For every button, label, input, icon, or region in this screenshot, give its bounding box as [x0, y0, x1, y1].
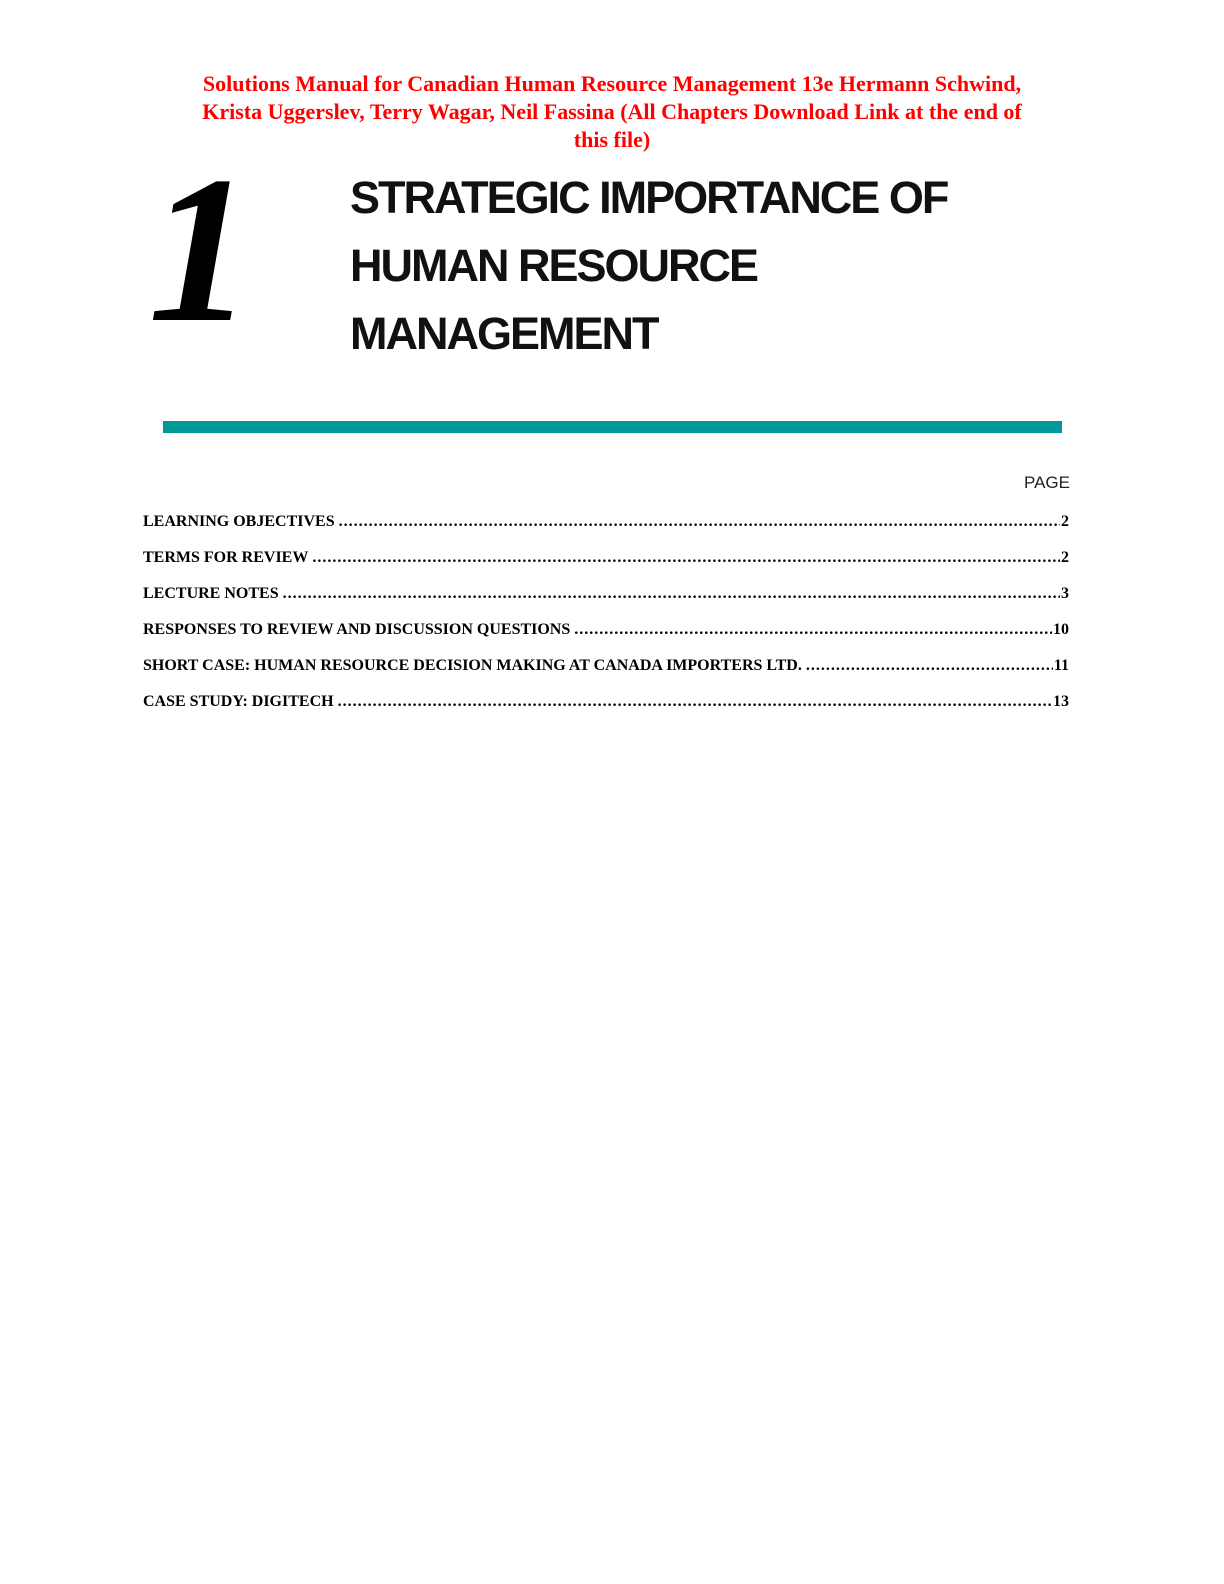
toc-entry-lecture-notes[interactable] — [143, 582, 1069, 618]
toc-dot-leader — [338, 690, 1052, 714]
chapter-title-line-3: MANAGEMENT — [350, 308, 658, 359]
toc-entry-case-study[interactable] — [143, 690, 1069, 726]
download-notice-line-1: Solutions Manual for Canadian Human Resource Management 13e Hermann Schwind, — [202, 71, 1022, 96]
toc-entry-page: 2 — [1061, 513, 1069, 530]
toc-entry-page: 11 — [1053, 657, 1069, 674]
section-divider — [163, 421, 1062, 433]
download-notice-line-3: this file) — [573, 127, 651, 152]
chapter-title-line-1: STRATEGIC IMPORTANCE OF — [350, 172, 948, 223]
toc-dot-leader — [283, 582, 1060, 606]
table-of-contents — [143, 510, 1069, 726]
chapter-number: 1 — [148, 134, 253, 366]
download-notice — [150, 70, 1074, 154]
toc-entry-label: TERMS FOR REVIEW — [143, 549, 309, 566]
toc-entry-learning-objectives[interactable] — [143, 510, 1069, 546]
chapter-title-line-2: HUMAN RESOURCE — [350, 240, 758, 291]
toc-entry-page: 10 — [1053, 621, 1069, 638]
toc-dot-leader — [806, 654, 1053, 678]
toc-dot-leader — [312, 546, 1060, 570]
chapter-title — [350, 164, 990, 368]
toc-entry-page: 13 — [1053, 693, 1069, 710]
toc-entry-label: LECTURE NOTES — [143, 585, 279, 602]
toc-dot-leader — [339, 510, 1060, 534]
toc-entry-label: RESPONSES TO REVIEW AND DISCUSSION QUESTIONS — [143, 621, 571, 638]
toc-entry-label: LEARNING OBJECTIVES — [143, 513, 335, 530]
toc-page-heading: PAGE — [1024, 473, 1070, 492]
toc-entry-terms-for-review[interactable] — [143, 546, 1069, 582]
toc-entry-page: 3 — [1061, 585, 1069, 602]
toc-entry-responses[interactable] — [143, 618, 1069, 654]
toc-entry-label: SHORT CASE: HUMAN RESOURCE DECISION MAKING AT CANADA IMPORTERS LTD. — [143, 657, 802, 674]
toc-entry-label: CASE STUDY: DIGITECH — [143, 693, 334, 710]
toc-entry-page: 2 — [1061, 549, 1069, 566]
toc-dot-leader — [574, 618, 1052, 642]
download-notice-line-2: Krista Uggerslev, Terry Wagar, Neil Fassina (All Chapters Download Link at the end of — [202, 99, 1022, 124]
toc-entry-short-case[interactable] — [143, 654, 1069, 690]
